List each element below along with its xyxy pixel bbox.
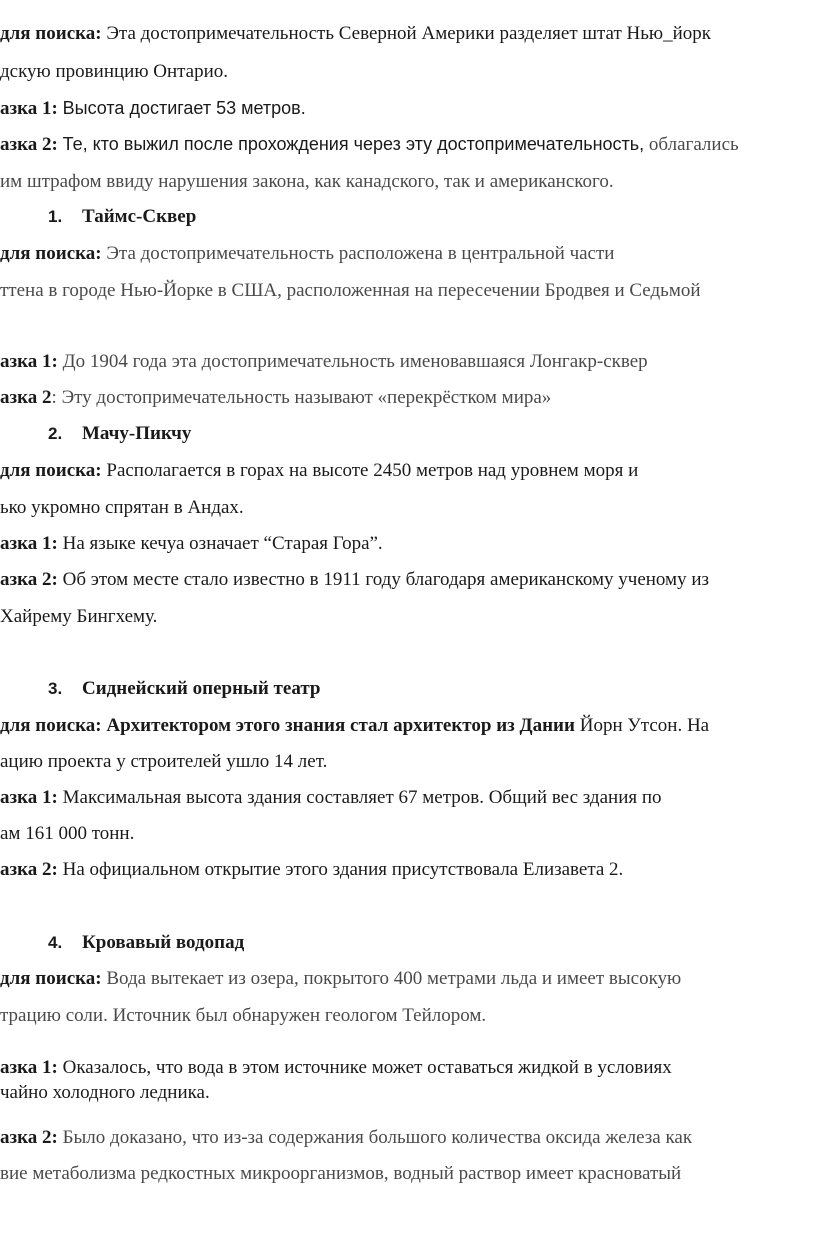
- hint1-label: азка 1:: [0, 1057, 58, 1078]
- item-1-hint2: [0, 386, 551, 410]
- hint2-text: : Эту достопримечательность называют «перекрёстком мира»: [51, 387, 552, 408]
- lead-label: для поиска:: [0, 23, 102, 44]
- item-2-lead: [0, 459, 638, 483]
- item-3-lead-cont: ацию проекта у строителей ушло 14 лет.: [0, 751, 328, 772]
- item-4-hint2-cont: вие метаболизма редкостных микроорганизмов, водный раствор имеет красноватый: [0, 1163, 682, 1184]
- hint2-label: азка 2:: [0, 569, 58, 590]
- hint2-text: Об этом месте стало известно в 1911 году благодаря американскому ученому из: [62, 569, 710, 590]
- item-2-lead-cont: ько укромно спрятан в Андах.: [0, 497, 244, 518]
- item-4-heading: [48, 931, 244, 955]
- item-number: 2.: [48, 424, 63, 443]
- hint1-label: азка 1:: [0, 98, 58, 119]
- item-title: Мачу-Пикчу: [82, 423, 192, 444]
- item-4-lead-cont: трацию соли. Источник был обнаружен геологом Тейлором.: [0, 1005, 487, 1026]
- item-4-hint1: [0, 1056, 672, 1080]
- hint1-label: азка 1:: [0, 787, 58, 808]
- item-title: Сиднейский оперный театр: [82, 678, 321, 699]
- hint1-text: До 1904 года эта достопримечательность именовавшаяся Лонгакр-сквер: [57, 351, 648, 372]
- lead-label: для поиска:: [0, 460, 102, 481]
- lead-text: Располагается в горах на высоте 2450 метров над уровнем моря и: [106, 460, 639, 481]
- item-title: Кровавый водопад: [82, 932, 245, 953]
- hint2-label: азка 2:: [0, 859, 58, 880]
- lead-text: Вода вытекает из озера, покрытого 400 метрами льда и имеет высокую: [106, 968, 682, 989]
- hint2-text-rest: облагались: [648, 134, 739, 155]
- hint2-label: азка 2: [0, 387, 52, 408]
- item-number: 3.: [48, 679, 63, 698]
- intro-hint1: [0, 96, 306, 121]
- item-4-hint2: [0, 1126, 692, 1150]
- item-3-lead: [0, 714, 709, 738]
- item-3-hint1: [0, 786, 662, 810]
- intro-lead-cont: дскую провинцию Онтарио.: [0, 61, 229, 82]
- item-3-heading: [48, 677, 320, 701]
- lead-text: Йорн Утсон. На: [579, 715, 710, 736]
- hint2-label: азка 2:: [0, 134, 58, 155]
- hint2-text: Было доказано, что из-за содержания большого количества оксида железа как: [62, 1127, 693, 1148]
- intro-lead: [0, 22, 711, 46]
- lead-label: для поиска:: [0, 243, 102, 264]
- hint2-text: На официальном открытие этого здания присутствовала Елизавета 2.: [62, 859, 624, 880]
- item-3-hint2: [0, 858, 623, 882]
- hint1-text: Максимальная высота здания составляет 67 метров. Общий вес здания по: [62, 787, 662, 808]
- item-1-heading: [48, 205, 196, 229]
- item-2-hint1: [0, 532, 383, 556]
- item-2-hint2-cont: Хайрему Бингхему.: [0, 606, 158, 627]
- lead-label: для поиска:: [0, 715, 102, 736]
- hint1-text: Оказалось, что вода в этом источнике может оставаться жидкой в условиях: [62, 1057, 672, 1078]
- hint1-text: Высота достигает 53 метров.: [62, 98, 306, 118]
- item-2-heading: [48, 422, 191, 446]
- lead-text-bold: Архитектором этого знания стал архитектор из Дании: [106, 715, 575, 736]
- item-2-hint2: [0, 568, 709, 592]
- item-1-hint1: [0, 350, 648, 374]
- item-title: Таймс-Сквер: [82, 206, 197, 227]
- item-number: 4.: [48, 933, 63, 952]
- item-1-lead-cont: ттена в городе Нью-Йорке в США, расположенная на пересечении Бродвея и Седьмой: [0, 280, 701, 301]
- hint1-text: На языке кечуа означает “Старая Гора”.: [62, 533, 383, 554]
- hint2-label: азка 2:: [0, 1127, 58, 1148]
- item-3-hint1-cont: ам 161 000 тонн.: [0, 823, 135, 844]
- lead-text: Эта достопримечательность Северной Америки разделяет штат Нью_йорк: [106, 23, 712, 44]
- item-4-lead: [0, 967, 681, 991]
- intro-hint2-cont: им штрафом ввиду нарушения закона, как канадского, так и американского.: [0, 171, 614, 192]
- item-number: 1.: [48, 207, 63, 226]
- lead-text: Эта достопримечательность расположена в центральной части: [106, 243, 615, 264]
- item-1-lead: [0, 242, 614, 266]
- lead-label: для поиска:: [0, 968, 102, 989]
- item-4-hint1-cont: чайно холодного ледника.: [0, 1082, 210, 1103]
- hint1-label: азка 1:: [0, 351, 58, 372]
- hint2-text-bold: Те, кто выжил после прохождения через эту достопримечательность,: [62, 134, 645, 154]
- intro-hint2: [0, 132, 739, 157]
- hint1-label: азка 1:: [0, 533, 58, 554]
